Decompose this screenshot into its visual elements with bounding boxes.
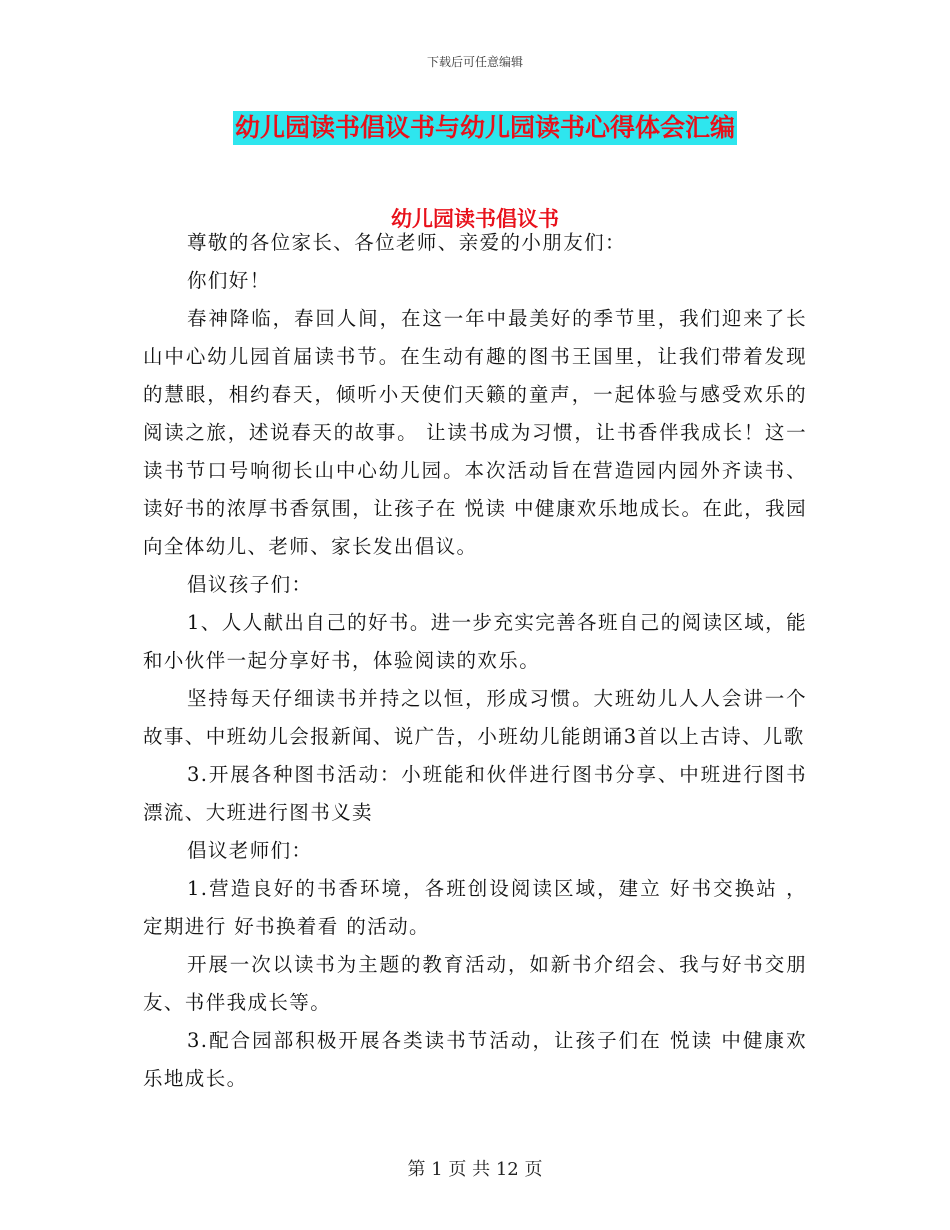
paragraph-greeting: 尊敬的各位家长、各位老师、亲爱的小朋友们： [187,231,626,254]
paragraph-children-item-2: 坚持每天仔细读书并持之以恒，形成习惯。大班幼儿人人会讲一个故事、中班幼儿会报新闻、说广告，小班幼儿能朗诵3首以上古诗、儿歌 [143,687,807,748]
paragraph-children-item-3: 3.开展各种图书活动：小班能和伙伴进行图书分享、中班进行图书漂流、大班进行图书义卖 [143,763,807,824]
paragraph-teachers-item-2: 开展一次以读书为主题的教育活动，如新书介绍会、我与好书交朋友、书伴我成长等。 [143,953,807,1014]
paragraph-intro: 春神降临，春回人间，在这一年中最美好的季节里，我们迎来了长山中心幼儿园首届读书节。在生动有趣的图书王国里，让我们带着发现的慧眼，相约春天，倾听小天使们天籁的童声，一起体验与感受欢乐的阅读之旅，述说春天的故事。 让读书成为习惯，让书香伴我成长！这一读书节口号响彻长山中心幼儿园。本次活动旨在营造园内园外齐读书、读好书的浓厚书香氛围，让孩子在 悦读 中健康欢乐地成长。在此，我园向全体幼儿、老师、家长发出倡议。 [143,307,807,558]
section-title: 幼儿园读书倡议书 [391,207,559,231]
paragraph-teachers-heading: 倡议老师们： [187,839,313,862]
paragraph-teachers-item-1: 1.营造良好的书香环境，各班创设阅读区域，建立 好书交换站 ，定期进行 好书换着看 的活动。 [143,877,807,938]
paragraph-hello: 你们好！ [187,269,271,292]
document-title: 幼儿园读书倡议书与幼儿园读书心得体会汇编 [233,111,737,145]
page-footer: 第 1 页 共 12 页 [407,1159,543,1180]
header-note: 下载后可任意编辑 [426,55,523,69]
paragraph-teachers-item-3: 3.配合园部积极开展各类读书节活动，让孩子们在 悦读 中健康欢乐地成长。 [143,1029,807,1090]
paragraph-children-item-1: 1、人人献出自己的好书。进一步充实完善各班自己的阅读区域，能和小伙伴一起分享好书，体验阅读的欢乐。 [143,611,807,672]
body-text [143,224,807,1098]
paragraph-children-heading: 倡议孩子们： [187,573,313,596]
